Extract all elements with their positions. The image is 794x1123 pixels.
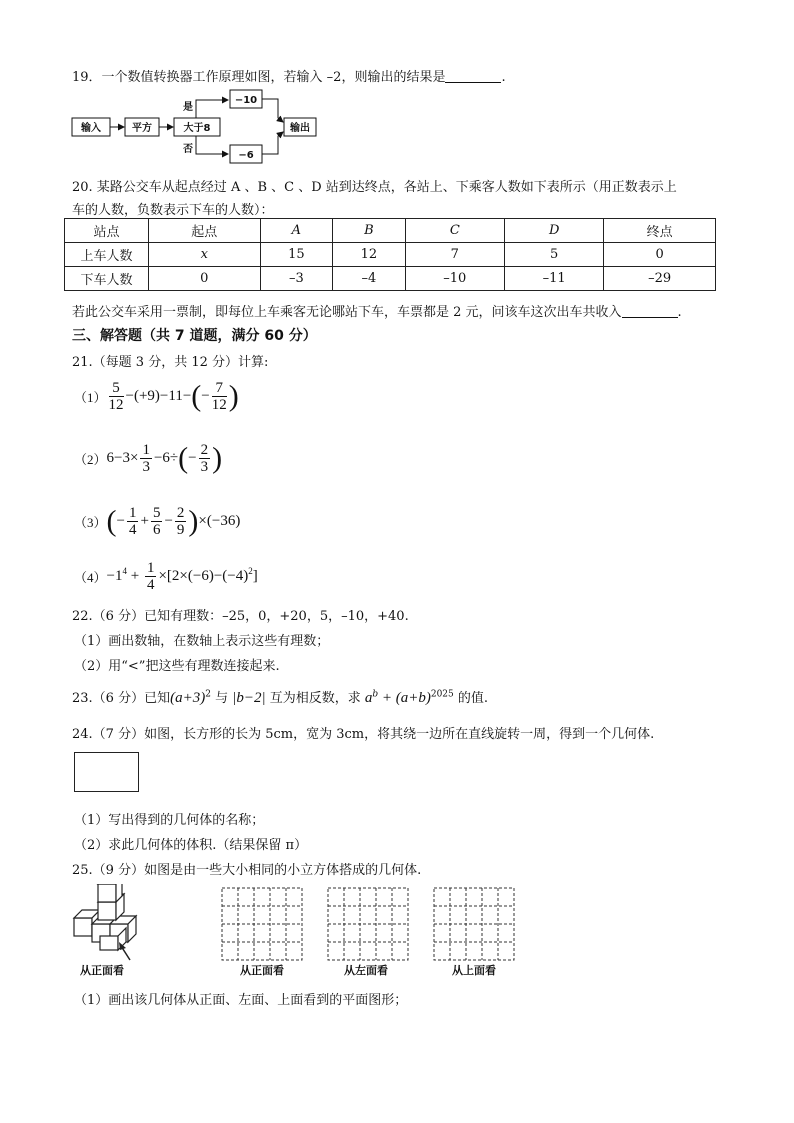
q21-title: 21.（每题 3 分，共 12 分）计算: <box>72 355 269 370</box>
q21-part2: （2）6−3× $\frac{1}{3}$ −6÷(− $\frac{2}{3}$ ) <box>74 441 223 475</box>
flow-bottom-op: −6 <box>238 150 254 161</box>
caption-left: 从左面看 <box>344 964 388 977</box>
flow-yes: 是 <box>183 102 193 113</box>
caption-solid: 从正面看 <box>80 964 124 977</box>
grid-left <box>326 886 410 962</box>
table-header-row: 站点 起点 A B C D 终点 <box>65 219 716 243</box>
q21-part4: $(4)-1^4$ + $\frac{1}{4}$ $\times[2\times(-6)-(-4)^2]$ <box>74 560 258 593</box>
q24-s1: （1）写出得到的几何体的名称； <box>74 813 265 828</box>
rectangle-figure <box>74 752 139 792</box>
q25-s1: （1）画出该几何体从正面、左面、上面看到的平面图形； <box>74 993 408 1008</box>
grid-top <box>432 886 516 962</box>
table-row: 上车人数 x 15 12 7 5 0 <box>65 243 716 267</box>
table-row: 下车人数 0 –3 –4 –10 –11 –29 <box>65 267 716 291</box>
q19-flowchart <box>70 86 330 168</box>
passenger-table <box>64 218 716 291</box>
q22-s1: （1）画出数轴，在数轴上表示这些有理数； <box>74 634 330 649</box>
flow-no: 否 <box>183 144 193 155</box>
q23-text: 23.（6 分）已知$(a+3)^2$ 与 |b−2| 互为相反数，求 $a^b + (a+b)^{2025}$ 的值. <box>72 689 489 706</box>
q21-part1: （1） $\frac{5}{12}$ −(+9)−11−(− $\frac{7}{12}$ ) <box>74 379 239 413</box>
grid-front <box>220 886 304 962</box>
q22-title: 22.（6 分）已知有理数：–25，0，+20，5，–10，+40. <box>72 609 409 624</box>
q22-s2: （2）用“<”把这些有理数连接起来. <box>74 659 280 674</box>
q24-s2: （2）求此几何体的体积.（结果保留 π） <box>74 838 308 853</box>
section-title: 三、解答题（共 7 道题，满分 60 分） <box>72 328 317 344</box>
flow-cond: 大于8 <box>183 123 211 134</box>
answer-blank <box>445 70 501 83</box>
q20-line1: 20. 某路公交车从起点经过 A 、B 、C 、D 站到达终点，各站上、下乘客人数如下表所示（用正数表示上 <box>72 180 677 195</box>
flow-output: 输出 <box>290 123 310 134</box>
cube-solid-figure <box>70 884 180 964</box>
flow-top-op: −10 <box>234 95 258 106</box>
flow-square: 平方 <box>132 123 152 134</box>
q25-title: 25.（9 分）如图是由一些大小相同的小立方体搭成的几何体. <box>72 863 422 878</box>
q21-part3: （3）(− $\frac{1}{4}$ + $\frac{5}{6}$ − $\frac{2}{9}$ )×(−36) <box>74 504 241 538</box>
q20-line2: 车的人数，负数表示下车的人数）： <box>72 203 274 218</box>
q19-text: 19．一个数值转换器工作原理如图，若输入 –2，则输出的结果是 . <box>72 70 506 85</box>
caption-top: 从上面看 <box>452 964 496 977</box>
caption-front: 从正面看 <box>240 964 284 977</box>
q24-title: 24.（7 分）如图，长方形的长为 5cm，宽为 3cm，将其绕一边所在直线旋转一周，得到一个几何体. <box>72 727 655 742</box>
answer-blank <box>622 305 678 318</box>
q20-question: 若此公交车采用一票制，即每位上车乘客无论哪站下车，车票都是 2 元，问该车这次出车共收入 . <box>72 305 682 320</box>
flow-input: 输入 <box>81 123 101 134</box>
